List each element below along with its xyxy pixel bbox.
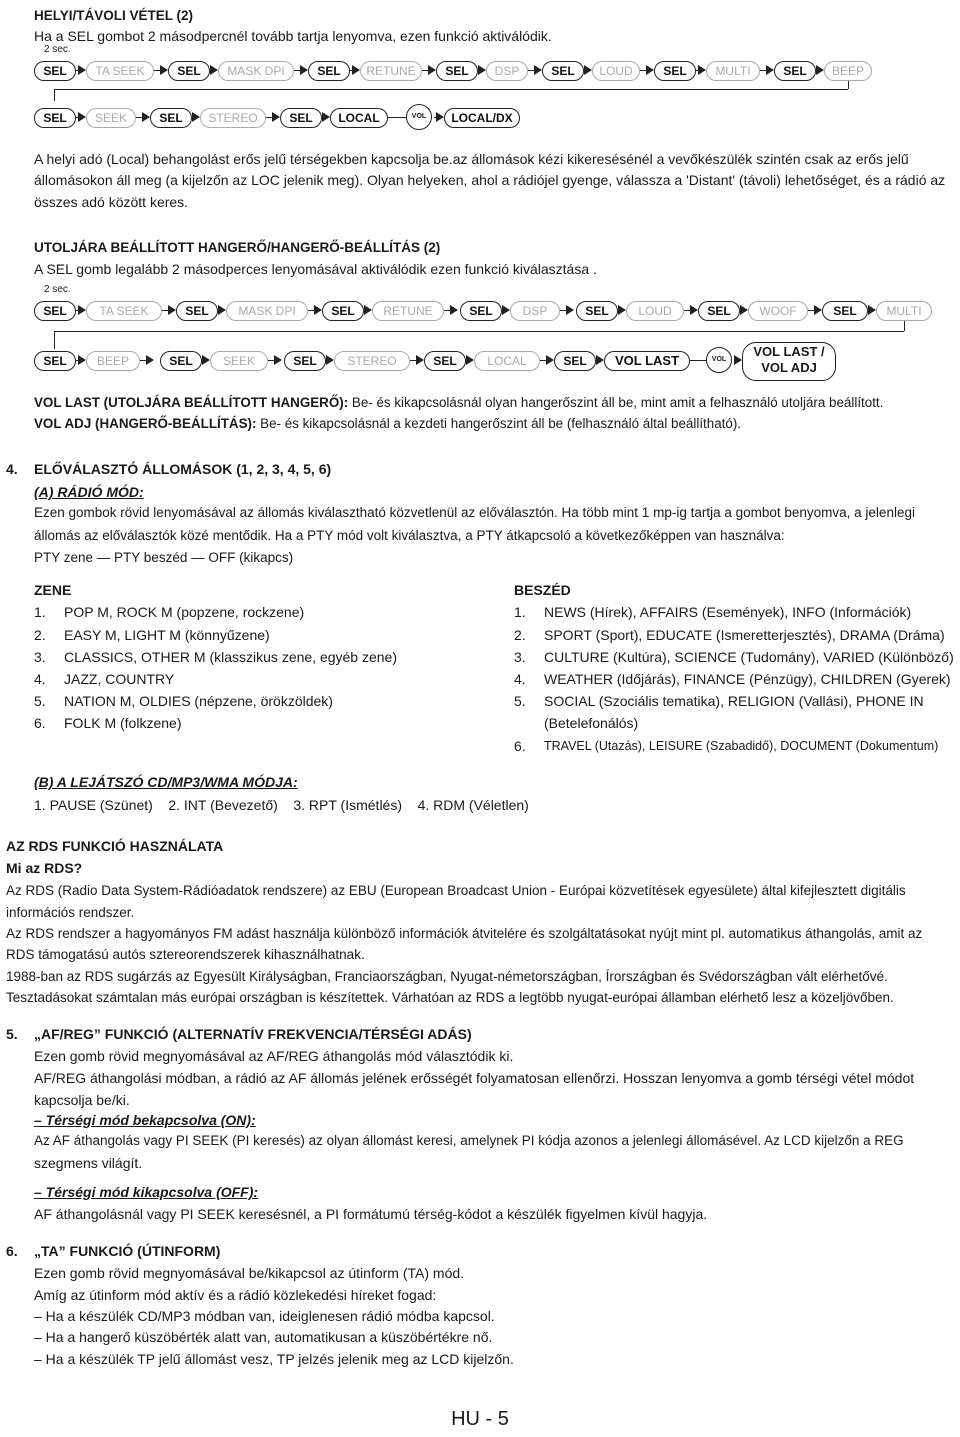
flow-arrow	[322, 117, 328, 118]
sel-pill: SEL	[822, 301, 868, 321]
flow-arrow	[528, 70, 540, 71]
menu-pill: RETUNE	[372, 301, 444, 321]
flow-arrow	[868, 310, 874, 311]
sel-pill: SEL	[554, 351, 596, 371]
return-line	[54, 89, 55, 101]
menu-pill: SEEK	[210, 351, 268, 371]
sel-pill: SEL	[460, 301, 502, 321]
beszed-heading: BESZÉD	[514, 582, 571, 598]
flow-arrow	[540, 360, 552, 361]
list-num: 4.	[514, 671, 526, 687]
list-item: FOLK M (folkzene)	[64, 715, 182, 731]
flow-arrow	[760, 70, 772, 71]
section-heading-local-distant: HELYI/TÁVOLI VÉTEL (2)	[34, 8, 194, 23]
paragraph-line: információs rendszer.	[6, 905, 135, 920]
flow-arrow	[478, 70, 484, 71]
paragraph-line: Ezen gomb rövid megnyomásával be/kikapcsol az útinform (TA) mód.	[34, 1265, 465, 1281]
sel-pill: SEL	[284, 351, 326, 371]
paragraph-line: AF áthangolásnál vagy PI SEEK keresésnél, a PI formátumú térség-kódot a készülék figyelmen kívül hagyja.	[34, 1206, 708, 1222]
flow-line	[388, 117, 406, 118]
menu-pill: MASK DPI	[226, 301, 308, 321]
flow-arrow	[268, 360, 280, 361]
bullet-line: – Ha a hangerő küszöbérték alatt van, automatikusan a küszöbértékre nő.	[34, 1329, 493, 1345]
menu-pill: STEREO	[200, 108, 266, 128]
return-line	[54, 331, 904, 332]
paragraph-line: Az RDS (Radio Data System-Rádióadatok rendszere) az EBU (European Broadcast Union - Európai közvetítések egyesülete) által kifejlesztett digitális	[6, 883, 906, 898]
paragraph-line: Az RDS rendszer a hagyományos FM adást használja különböző információk átvitelére és szolgáltatásokat nyújt mint pl. automatikus áthangolás, amit az	[6, 926, 923, 941]
hold-label: 2 sec.	[44, 44, 71, 55]
flow-arrow	[140, 360, 152, 361]
paragraph-line: szegmens világít.	[34, 1155, 143, 1171]
flow-arrow	[816, 70, 822, 71]
list-num: 5.	[514, 693, 526, 709]
section-intro: A SEL gomb legalább 2 másodperces lenyomásával aktiválódik ezen funkció kiválasztása .	[34, 261, 597, 277]
menu-pill: MULTI	[706, 61, 760, 81]
list-item: POP M, ROCK M (popzene, rockzene)	[64, 604, 305, 620]
paragraph-line: Amíg az útinform mód aktív és a rádió közlekedési híreket fogad:	[34, 1287, 437, 1303]
bullet-line: – Ha a készülék CD/MP3 módban van, ideiglenesen rádió módba kapcsol.	[34, 1308, 495, 1324]
flow-arrow	[76, 70, 84, 71]
definition-term: VOL ADJ (HANGERŐ-BEÁLLÍTÁS):	[34, 416, 257, 431]
flow-arrow	[808, 310, 820, 311]
subheading-region-off: – Térségi mód kikapcsolva (OFF):	[34, 1184, 259, 1200]
section-number: 4.	[6, 461, 18, 477]
flow-arrow	[596, 360, 602, 361]
menu-pill: DSP	[486, 61, 528, 81]
menu-pill: MASK DPI	[218, 61, 294, 81]
flow-arrow	[422, 70, 434, 71]
definition-term: VOL LAST (UTOLJÁRA BEÁLLÍTOTT HANGERŐ):	[34, 395, 349, 410]
vol-last-adj-line1: VOL LAST /	[753, 344, 825, 359]
sel-pill: SEL	[698, 301, 740, 321]
definition-text: Be- és kikapcsolásnál a kezdeti hangerőszint áll be (felhasználó által beállítható).	[256, 416, 742, 431]
flow-arrow	[560, 310, 572, 311]
page-number: HU - 5	[451, 1408, 509, 1430]
paragraph-line: 1988-ban az RDS sugárzás az Egyesült Királyságban, Franciaországban, Nyugat-németországban, Írországban és Svédországban vált elérhetővé.	[6, 969, 888, 984]
section-number: 5.	[6, 1026, 18, 1042]
list-item: WEATHER (Időjárás), FINANCE (Pénzügy), CHILDREN (Gyerek)	[544, 671, 951, 687]
subheading-radio-mode: (A) RÁDIÓ MÓD:	[34, 484, 144, 500]
rds-question: Mi az RDS?	[6, 860, 83, 876]
return-line	[54, 89, 848, 90]
section-heading-volume: UTOLJÁRA BEÁLLÍTOTT HANGERŐ/HANGERŐ-BEÁLLÍTÁS (2)	[34, 240, 441, 255]
vol-last-pill: VOL LAST	[604, 351, 690, 371]
sel-pill: SEL	[34, 351, 76, 371]
sel-pill: SEL	[424, 351, 466, 371]
sel-pill: SEL	[176, 301, 218, 321]
sel-pill: SEL	[34, 108, 76, 128]
flow-arrow	[410, 360, 422, 361]
list-item: EASY M, LIGHT M (könnyűzene)	[64, 627, 270, 643]
list-num: 2.	[514, 627, 526, 643]
flow-arrow	[584, 70, 590, 71]
section-intro: Ha a SEL gombot 2 másodpercnél tovább tartja lenyomva, ezen funkció aktiválódik.	[34, 28, 552, 44]
flow-arrow	[696, 70, 704, 71]
flow-arrow	[266, 117, 278, 118]
definition-vol-last	[34, 393, 883, 413]
zene-heading: ZENE	[34, 582, 72, 598]
sel-pill: SEL	[308, 61, 350, 81]
sel-pill: SEL	[576, 301, 618, 321]
flow-arrow	[740, 310, 746, 311]
paragraph-line: Ezen gombok rövid lenyomásával az állomás kiválasztható közvetlenül az előválasztón. Ha több mint 1 mp-ig tartja a gombot benyomva, a jelenlegi	[34, 505, 915, 520]
menu-pill: MULTI	[876, 301, 932, 321]
paragraph-line: kapcsolja be/ki.	[34, 1092, 130, 1108]
flow-arrow	[684, 310, 696, 311]
list-num: 6.	[34, 715, 46, 731]
menu-pill: DSP	[510, 301, 560, 321]
paragraph-line: RDS támogatású autós sztereorendszerek kihasználhatnak.	[6, 947, 365, 962]
sel-pill: SEL	[322, 301, 364, 321]
flow-arrow	[76, 360, 84, 361]
sel-pill: SEL	[654, 61, 696, 81]
list-num: 6.	[514, 738, 526, 754]
flow-arrow	[364, 310, 370, 311]
return-line	[54, 331, 55, 349]
flow-arrow	[502, 310, 508, 311]
player-mode-line: 1. PAUSE (Szünet) 2. INT (Bevezető) 3. RPT (Ismétlés) 4. RDM (Véletlen)	[34, 797, 529, 813]
flow-arrow	[294, 70, 306, 71]
menu-pill: LOUD	[626, 301, 684, 321]
list-num: 1.	[514, 604, 526, 620]
flow-line	[690, 360, 706, 361]
flow-arrow	[76, 117, 84, 118]
flow-arrow	[154, 70, 166, 71]
bullet-line: – Ha a készülék TP jelű állomást vesz, TP jelzés jelenik meg az LCD kijelzőn.	[34, 1351, 514, 1367]
definition-text: Be- és kikapcsolásnál olyan hangerőszint áll be, mint amit a felhasználó utoljára beállított.	[348, 395, 884, 410]
menu-pill: STEREO	[334, 351, 410, 371]
flow-arrow	[326, 360, 332, 361]
volume-knob-icon: VOL	[406, 104, 432, 130]
section-heading-af-reg: „AF/REG” FUNKCIÓ (ALTERNATÍV FREKVENCIA/TÉRSÉGI ADÁS)	[34, 1026, 472, 1042]
vol-last-adj-line2: VOL ADJ	[761, 360, 817, 375]
menu-pill: LOCAL	[474, 351, 540, 371]
flow-arrow	[210, 70, 216, 71]
menu-pill: TA SEEK	[86, 61, 154, 81]
definition-vol-adj	[34, 414, 741, 434]
section-number: 6.	[6, 1243, 18, 1259]
flow-arrow	[192, 117, 198, 118]
return-line	[848, 81, 849, 89]
menu-pill: BEEP	[824, 61, 872, 81]
flow-arrow	[308, 310, 320, 311]
hold-label: 2 sec.	[44, 284, 71, 295]
menu-pill: WOOF	[748, 301, 808, 321]
menu-pill: LOUD	[592, 61, 640, 81]
flow-arrow	[640, 70, 652, 71]
sel-pill: SEL	[436, 61, 478, 81]
flow-arrow	[444, 310, 456, 311]
section-heading-presets: ELŐVÁLASZTÓ ÁLLOMÁSOK (1, 2, 3, 4, 5, 6)	[34, 461, 332, 477]
rds-heading: AZ RDS FUNKCIÓ HASZNÁLATA	[6, 838, 224, 854]
menu-pill: RETUNE	[360, 61, 422, 81]
flow-arrow	[350, 70, 358, 71]
paragraph-line: A helyi adó (Local) behangolást erős jelű térségekben kapcsolja be.az állomások kézi kikeresésénél a vevőkészülék szintén csak az erős jelű	[34, 151, 909, 167]
flow-arrow	[218, 310, 224, 311]
sel-pill: SEL	[280, 108, 322, 128]
flow-arrow	[618, 310, 624, 311]
flow-arrow	[734, 360, 740, 361]
flow-arrow	[136, 117, 148, 118]
sel-pill: SEL	[150, 108, 192, 128]
list-num: 3.	[514, 649, 526, 665]
menu-pill: BEEP	[86, 351, 140, 371]
subheading-region-on: – Térségi mód bekapcsolva (ON):	[34, 1112, 256, 1128]
list-num: 4.	[34, 671, 46, 687]
flow-arrow	[466, 360, 472, 361]
return-line	[904, 321, 905, 331]
local-dx-pill: LOCAL/DX	[444, 108, 520, 128]
paragraph-line: Ezen gomb rövid megnyomásával az AF/REG áthangolás mód választódik ki.	[34, 1048, 514, 1064]
paragraph-line: összes adó között keres.	[34, 194, 189, 210]
list-num: 5.	[34, 693, 46, 709]
menu-pill: SEEK	[86, 108, 136, 128]
list-num: 3.	[34, 649, 46, 665]
list-item: CULTURE (Kultúra), SCIENCE (Tudomány), VARIED (Különböző)	[544, 649, 954, 665]
menu-pill: TA SEEK	[86, 301, 162, 321]
flow-arrow	[76, 310, 84, 311]
list-num: 2.	[34, 627, 46, 643]
sel-pill: SEL	[542, 61, 584, 81]
paragraph-line: Tesztadásokat számtalan más európai országban is készítettek. Várhatóan az RDS a legtöbb nyugat-európai államban elérhető lesz a közeljövőben.	[6, 990, 894, 1005]
list-item: SOCIAL (Szociális tematika), RELIGION (Vallási), PHONE IN	[544, 693, 924, 709]
paragraph-line: AF/REG áthangolási módban, a rádió az AF állomás jelének erősségét folyamatosan ellenőrzi. Hosszan lenyomva a gomb térségi vétel módot	[34, 1070, 915, 1086]
list-item: NEWS (Hírek), AFFAIRS (Események), INFO (Információk)	[544, 604, 912, 620]
list-item-continued: (Betelefonálós)	[544, 715, 639, 731]
flow-arrow	[434, 117, 442, 118]
list-item: NATION M, OLDIES (népzene, örökzöldek)	[64, 693, 333, 709]
flow-arrow	[162, 310, 174, 311]
list-item: TRAVEL (Utazás), LEISURE (Szabadidő), DOCUMENT (Dokumentum)	[544, 739, 939, 753]
sel-pill: SEL	[774, 61, 816, 81]
paragraph-line: Az AF áthangolás vagy PI SEEK (PI keresés) az olyan állomást keresi, amelynek PI kódja azonos a jelenlegi állomásével. Az LCD kijelzőn a REG	[34, 1133, 904, 1148]
local-pill: LOCAL	[330, 108, 388, 128]
sel-pill: SEL	[168, 61, 210, 81]
sel-pill: SEL	[34, 301, 76, 321]
sel-pill: SEL	[160, 351, 202, 371]
vol-last-adj-box	[742, 342, 836, 381]
list-item: JAZZ, COUNTRY	[64, 671, 175, 687]
list-item: CLASSICS, OTHER M (klasszikus zene, egyéb zene)	[64, 649, 398, 665]
section-heading-ta: „TA” FUNKCIÓ (ÚTINFORM)	[34, 1243, 221, 1259]
subheading-player-mode: (B) A LEJÁTSZÓ CD/MP3/WMA MÓDJA:	[34, 774, 298, 790]
list-item: SPORT (Sport), EDUCATE (Ismeretterjesztés), DRAMA (Dráma)	[544, 627, 945, 643]
list-num: 1.	[34, 604, 46, 620]
sel-pill: SEL	[34, 61, 76, 81]
paragraph-line: PTY zene — PTY beszéd — OFF (kikapcs)	[34, 550, 294, 565]
flow-arrow	[202, 360, 208, 361]
paragraph-line: állomásokon áll meg (a kijelzőn az LOC jelenik meg). Olyan helyeken, ahol a rádiójel gyenge, válassza a 'Distant' (távoli) lehetőséget, és a rádió az	[34, 172, 946, 188]
volume-knob-icon: VOL	[706, 347, 732, 373]
paragraph-line: állomás az előválasztók közé mentődik. Ha a PTY mód volt kiválasztva, a PTY átkapcsoló a következőképpen van használva:	[34, 528, 785, 543]
